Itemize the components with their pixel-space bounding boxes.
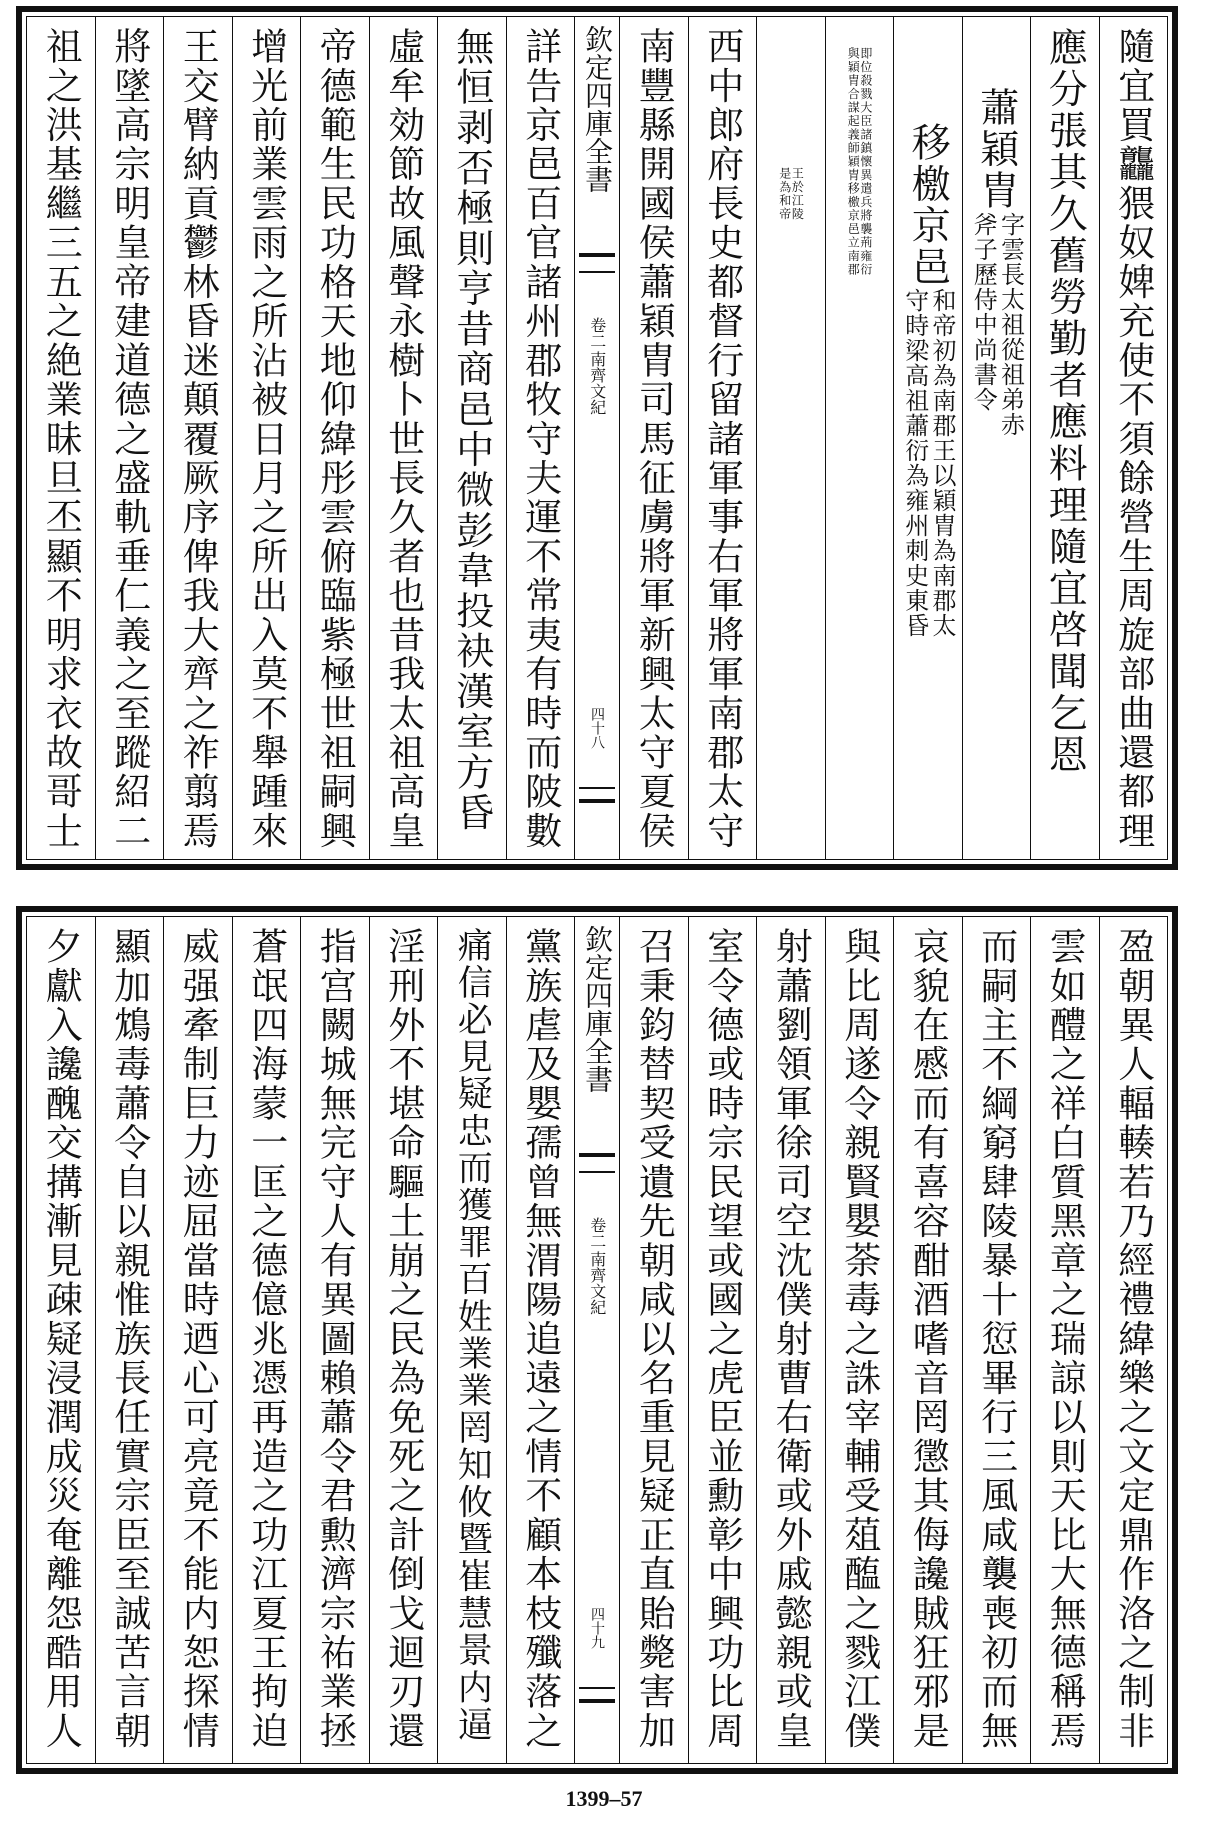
book-title xyxy=(588,317,606,415)
column-text: 應分張其久舊勞勤者應料理隨宜啓聞乞恩 xyxy=(1042,27,1088,776)
fish-tail-mark-lower xyxy=(579,1687,615,1703)
annotation-text: 和帝初為南郡王以穎胄為南郡太 xyxy=(927,288,956,639)
library-title: 欽定四庫全書 xyxy=(581,25,614,193)
text-column xyxy=(756,917,825,1763)
text-column xyxy=(437,917,506,1763)
annotation-text: 王於江陵 xyxy=(790,167,805,221)
text-column xyxy=(300,917,369,1763)
book-name: 南齊文紀 xyxy=(587,351,607,415)
column-text: 虛牟効節故風聲永樹卜世長久者也昔我太祖高皇 xyxy=(381,27,425,851)
heading-text: 蕭穎胄 xyxy=(973,87,1019,212)
column-text: 痛信必見疑忠而獲罪百姓業業罔知攸暨崔慧景内逼 xyxy=(452,927,493,1744)
text-column xyxy=(825,917,894,1763)
text-column xyxy=(506,17,575,859)
text-column xyxy=(619,17,688,859)
text-column xyxy=(232,917,301,1763)
text-column xyxy=(95,17,164,859)
column-text: 雲如醴之祥白質黑章之瑞諒以則天比大無德稱焉 xyxy=(1043,927,1087,1751)
text-column xyxy=(506,917,575,1763)
column-text: 射蕭劉領軍徐司空沈僕射曹右衛或外戚懿親或皇 xyxy=(769,927,813,1751)
text-column xyxy=(688,917,757,1763)
text-column xyxy=(437,17,506,859)
lower-page-inner-frame xyxy=(26,916,1168,1764)
text-column xyxy=(688,17,757,859)
fish-tail-mark-lower xyxy=(579,787,615,803)
heading-column-yi xyxy=(893,17,962,859)
column-text: 盈朝異人輻輳若乃經禮緯樂之文定鼎作洛之制非 xyxy=(1111,927,1155,1751)
text-column xyxy=(1030,917,1099,1763)
annotation-text: 斧子歷侍中尚書令 xyxy=(969,211,998,412)
text-column xyxy=(619,917,688,1763)
text-column xyxy=(163,917,232,1763)
text-column xyxy=(232,17,301,859)
column-text: 黨族虐及嬰孺曾無渭陽追遠之情不顧本枝殲落之 xyxy=(518,927,562,1751)
library-title: 欽定四庫全書 xyxy=(581,925,614,1093)
text-column xyxy=(369,917,438,1763)
volume-number: 卷二 xyxy=(587,317,607,349)
text-column xyxy=(27,917,95,1763)
fold-center-column xyxy=(574,917,619,1763)
annotation-text: 與穎胄合謀起義師穎胄移檄京邑立南郡 xyxy=(846,47,861,277)
column-text: 無恒剥否極則亨昔商邑中微彭韋投袂漢室方昏 xyxy=(449,27,494,833)
text-column xyxy=(300,17,369,859)
column-text: 與比周遂令親賢嬰荼毒之誅宰輔受葅醢之戮江僕 xyxy=(837,927,881,1751)
column-text: 威强牽制巨力迹屈當時迺心可亮竟不能内恕探情 xyxy=(176,927,220,1751)
text-column xyxy=(1099,17,1168,859)
annotation-text: 守時梁高祖蕭衍為雍州刺史東昏 xyxy=(900,288,929,639)
column-text: 祖之洪基繼三五之絶業昧旦丕顯不明求衣故哥士 xyxy=(39,27,83,851)
page-number: 四十九 xyxy=(589,1607,605,1649)
fold-center-column xyxy=(574,17,619,859)
fish-tail-mark xyxy=(579,1153,615,1173)
book-title xyxy=(588,1217,606,1315)
column-text: 隨宜買龘猥奴婢充使不須餘營生周旋部曲還都理 xyxy=(1111,27,1155,851)
annotation-text: 字雲長太祖從祖弟赤 xyxy=(996,211,1025,437)
text-column xyxy=(1099,917,1168,1763)
heading-column-xiao xyxy=(962,17,1031,859)
annotation-text: 即位殺戮大臣諸鎮懷異遣兵將襲荊雍衍 xyxy=(858,47,873,277)
annotation-text: 是為和帝 xyxy=(777,167,792,221)
column-text: 哀貌在慼而有喜容酣酒嗜音罔懲其侮讒賊狂邪是 xyxy=(906,927,950,1751)
text-column xyxy=(893,917,962,1763)
lower-page-frame xyxy=(16,906,1178,1774)
text-column xyxy=(27,17,95,859)
column-text: 王交臂納貢鬱林昏迷顛覆厥序俾我大齊之祚翦焉 xyxy=(176,27,220,851)
upper-page-frame xyxy=(16,6,1178,870)
column-text: 顯加鴆毒蕭令自以親惟族長任實宗臣至誠苦言朝 xyxy=(107,927,151,1751)
column-text: 西中郎府長史都督行留諸軍事右軍將軍南郡太守 xyxy=(700,27,744,851)
heading-text: 移檄京邑 xyxy=(905,122,951,289)
volume-number: 卷二 xyxy=(587,1217,607,1249)
column-text: 南豐縣開國侯蕭穎胄司馬征虜將軍新興太守夏侯 xyxy=(632,27,676,851)
column-text: 夕獻入讒醜交搆漸見疎疑浸潤成災奄離怨酷用人 xyxy=(39,927,83,1751)
book-name: 南齊文紀 xyxy=(587,1251,607,1315)
upper-columns xyxy=(27,17,1167,859)
lower-columns xyxy=(27,917,1167,1763)
page-footer-number: 1399–57 xyxy=(565,1786,643,1811)
annotation-column xyxy=(756,17,825,859)
page-number: 四十八 xyxy=(589,707,605,749)
upper-page-inner-frame xyxy=(26,16,1168,860)
column-text: 將墜高宗明皇帝建道德之盛軌垂仁義之至蹤紹二 xyxy=(107,27,151,851)
text-column xyxy=(962,917,1031,1763)
text-column xyxy=(1030,17,1099,859)
column-text: 室令德或時宗民望或國之虎臣並勳彰中興功比周 xyxy=(700,927,744,1751)
column-text: 帝德範生民功格天地仰緯彤雲俯臨紫極世祖嗣興 xyxy=(313,27,357,851)
text-column xyxy=(369,17,438,859)
text-column xyxy=(163,17,232,859)
fish-tail-mark xyxy=(579,253,615,273)
text-column xyxy=(95,917,164,1763)
column-text: 指宫闕城無完守人有異圖賴蕭令君勲濟宗祐業拯 xyxy=(313,927,357,1751)
column-text: 召秉鈞替契受遺先朝咸以名重見疑正直貽斃害加 xyxy=(632,927,676,1751)
column-text: 蒼氓四海蒙一匡之德億兆憑再造之功江夏王拘迫 xyxy=(244,927,288,1751)
column-text: 而嗣主不綱窮肆陵暴十愆畢行三風咸襲喪初而無 xyxy=(974,927,1018,1751)
column-text: 詳告京邑百官諸州郡牧守夫運不常夷有時而陂數 xyxy=(518,27,562,851)
column-text: 增光前業雲雨之所沾被日月之所出入莫不舉踵來 xyxy=(244,27,288,851)
column-text: 淫刑外不堪命驅土崩之民為免死之計倒戈迴刃還 xyxy=(381,927,425,1751)
annotation-column xyxy=(825,17,894,859)
